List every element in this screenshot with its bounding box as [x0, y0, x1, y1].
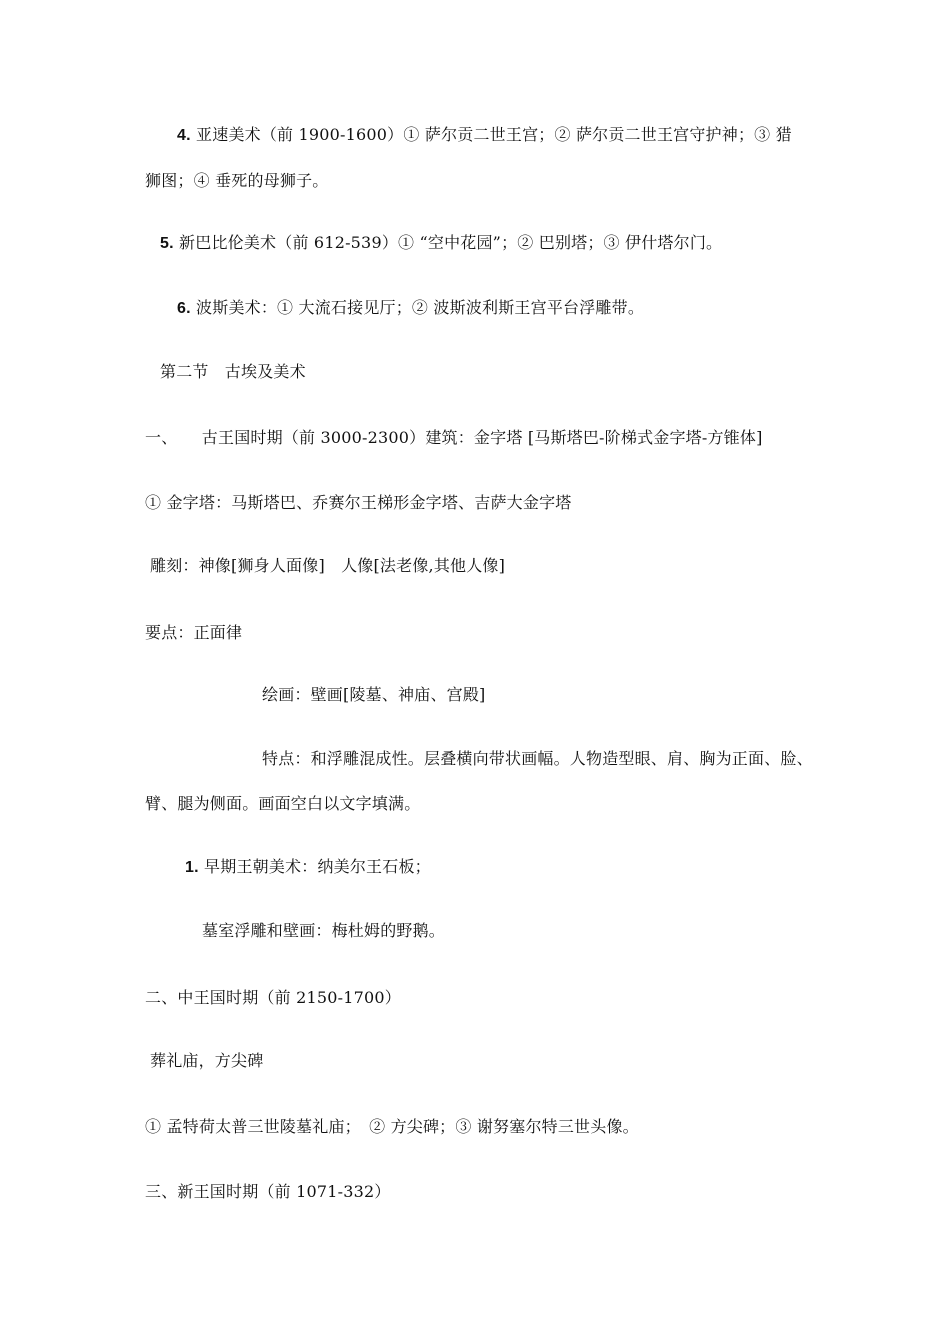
line-text: 特点：和浮雕混成性。层叠横向带状画幅。人物造型眼、肩、胸为正面、脸、	[262, 749, 813, 768]
text-line-painting	[262, 684, 486, 706]
line-text: 绘画：壁画[陵墓、神庙、宫殿]	[262, 685, 486, 704]
text-line-neo-babylonian-art	[160, 232, 722, 255]
text-line-features-continued	[145, 793, 420, 815]
text-line-pyramids	[145, 492, 572, 514]
line-text: ① 孟特荷太普三世陵墓礼庙； ② 方尖碑；③ 谢努塞尔特三世头像。	[145, 1117, 639, 1136]
line-text: 早期王朝美术：纳美尔王石板；	[204, 857, 431, 876]
list-number: 5.	[160, 235, 174, 252]
text-line-old-kingdom	[145, 427, 763, 449]
line-text: 臂、腿为侧面。画面空白以文字填满。	[145, 794, 421, 813]
list-number: 1.	[185, 859, 199, 876]
line-text: 墓室浮雕和壁画：梅杜姆的野鹅。	[202, 921, 446, 940]
line-text: 要点：正面律	[145, 623, 243, 642]
text-line-sculpture	[150, 555, 505, 577]
text-line-key-point	[145, 622, 242, 644]
line-text: 一、 古王国时期（前 3000-2300）建筑：金字塔 [马斯塔巴-阶梯式金字塔-方锥体]	[145, 428, 763, 447]
section-heading	[160, 361, 306, 383]
text-line-middle-kingdom	[145, 987, 401, 1009]
line-text: 二、中王国时期（前 2150-1700）	[145, 988, 401, 1007]
text-line-dying-lioness	[145, 170, 329, 192]
line-text: 亚速美术（前 1900-1600）① 萨尔贡二世王宫；② 萨尔贡二世王宫守护神；③ 猎	[196, 125, 792, 144]
text-line-tomb-reliefs	[202, 920, 445, 942]
line-text: 雕刻：神像[狮身人面像] 人像[法老像,其他人像]	[150, 556, 506, 575]
line-text: 葬礼庙，方尖碑	[150, 1051, 264, 1070]
text-line-persian-art	[177, 297, 644, 320]
list-number: 6.	[177, 300, 191, 317]
text-line-middle-kingdom-works	[145, 1116, 639, 1138]
line-text: 狮图；④ 垂死的母狮子。	[145, 171, 329, 190]
line-text: ① 金字塔：马斯塔巴、乔赛尔王梯形金字塔、吉萨大金字塔	[145, 493, 572, 512]
text-line-assyrian-art	[177, 124, 792, 147]
line-text: 三、新王国时期（前 1071-332）	[145, 1182, 391, 1201]
text-line-mortuary-temple	[150, 1050, 263, 1072]
text-line-early-dynastic	[185, 856, 431, 879]
line-text: 波斯美术：① 大流石接见厅；② 波斯波利斯王宫平台浮雕带。	[196, 298, 645, 317]
list-number: 4.	[177, 127, 191, 144]
line-text: 新巴比伦美术（前 612-539）① “空中花园”；② 巴别塔；③ 伊什塔尔门。	[179, 233, 723, 252]
line-text: 第二节 古埃及美术	[160, 362, 306, 381]
text-line-new-kingdom	[145, 1181, 391, 1203]
text-line-features	[262, 748, 813, 770]
